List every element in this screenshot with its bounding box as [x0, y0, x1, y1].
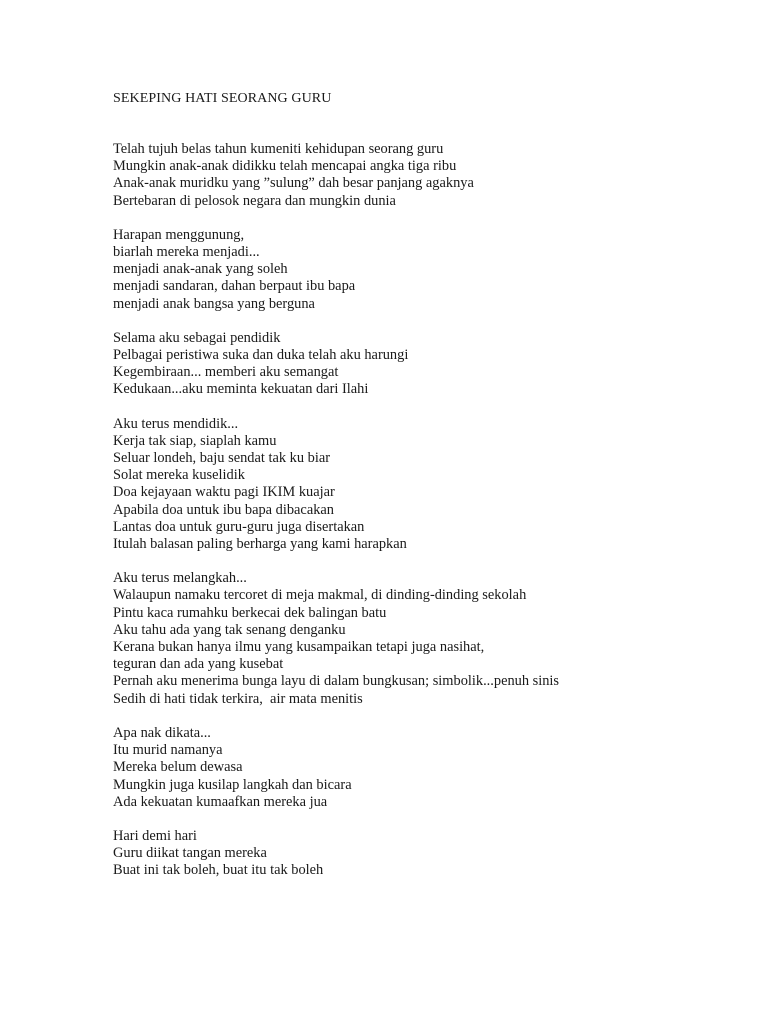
poem-body [113, 141, 753, 880]
poem-line: menjadi anak bangsa yang berguna [113, 295, 315, 312]
poem-stanza [113, 141, 753, 210]
poem-line: Mereka belum dewasa [113, 759, 243, 776]
poem-line: Pelbagai peristiwa suka dan duka telah aku harungi [113, 347, 409, 364]
poem-line: teguran dan ada yang kusebat [113, 656, 284, 673]
poem-line: Bertebaran di pelosok negara dan mungkin dunia [113, 192, 396, 209]
poem-line: Solat mereka kuselidik [113, 467, 245, 484]
poem-line: Telah tujuh belas tahun kumeniti kehidupan seorang guru [113, 141, 444, 157]
poem-line: menjadi anak-anak yang soleh [113, 261, 288, 278]
poem-line: Itu murid namanya [113, 742, 223, 759]
poem-title: SEKEPING HATI SEORANG GURU [113, 91, 332, 106]
poem-stanza [113, 828, 753, 880]
poem-line: Kegembiraan... memberi aku semangat [113, 364, 339, 381]
poem-line: Doa kejayaan waktu pagi IKIM kuajar [113, 484, 335, 501]
poem-stanza [113, 330, 753, 399]
poem-line: Mungkin juga kusilap langkah dan bicara [113, 776, 352, 793]
poem-stanza [113, 227, 753, 313]
poem-line: Buat ini tak boleh, buat itu tak boleh [113, 862, 324, 879]
poem-line: Pernah aku menerima bunga layu di dalam bungkusan; simbolik...penuh sinis [113, 673, 560, 690]
poem-line: Aku terus mendidik... [113, 415, 239, 432]
poem-line: Kerja tak siap, siaplah kamu [113, 432, 277, 449]
poem-line: Lantas doa untuk guru-guru juga disertakan [113, 518, 365, 535]
document-page [113, 90, 753, 897]
poem-line: Kerana bukan hanya ilmu yang kusampaikan tetapi juga nasihat, [113, 639, 485, 656]
poem-line: Selama aku sebagai pendidik [113, 329, 281, 346]
poem-stanza [113, 725, 753, 811]
poem-line: Sedih di hati tidak terkira, air mata menitis [113, 690, 363, 707]
poem-line: Kedukaan...aku meminta kekuatan dari Ilahi [113, 381, 369, 398]
poem-line: Seluar londeh, baju sendat tak ku biar [113, 450, 330, 467]
poem-stanza [113, 416, 753, 554]
poem-line: Ada kekuatan kumaafkan mereka jua [113, 793, 328, 810]
poem-stanza [113, 570, 753, 708]
poem-line: Mungkin anak-anak didikku telah mencapai angka tiga ribu [113, 158, 457, 175]
poem-line: Anak-anak muridku yang ”sulung” dah besar panjang agaknya [113, 175, 474, 192]
poem-line: Walaupun namaku tercoret di meja makmal, di dinding-dinding sekolah [113, 587, 527, 604]
poem-line: Itulah balasan paling berharga yang kami harapkan [113, 536, 407, 553]
poem-line: Guru diikat tangan mereka [113, 845, 267, 862]
poem-line: biarlah mereka menjadi... [113, 244, 260, 261]
poem-line: Apabila doa untuk ibu bapa dibacakan [113, 501, 334, 518]
poem-line: Aku tahu ada yang tak senang denganku [113, 621, 346, 638]
poem-line: menjadi sandaran, dahan berpaut ibu bapa [113, 278, 356, 295]
poem-line: Apa nak dikata... [113, 724, 211, 741]
poem-line: Pintu kaca rumahku berkecai dek balingan batu [113, 604, 387, 621]
poem-line: Hari demi hari [113, 827, 197, 844]
poem-line: Aku terus melangkah... [113, 570, 247, 587]
poem-line: Harapan menggunung, [113, 226, 245, 243]
